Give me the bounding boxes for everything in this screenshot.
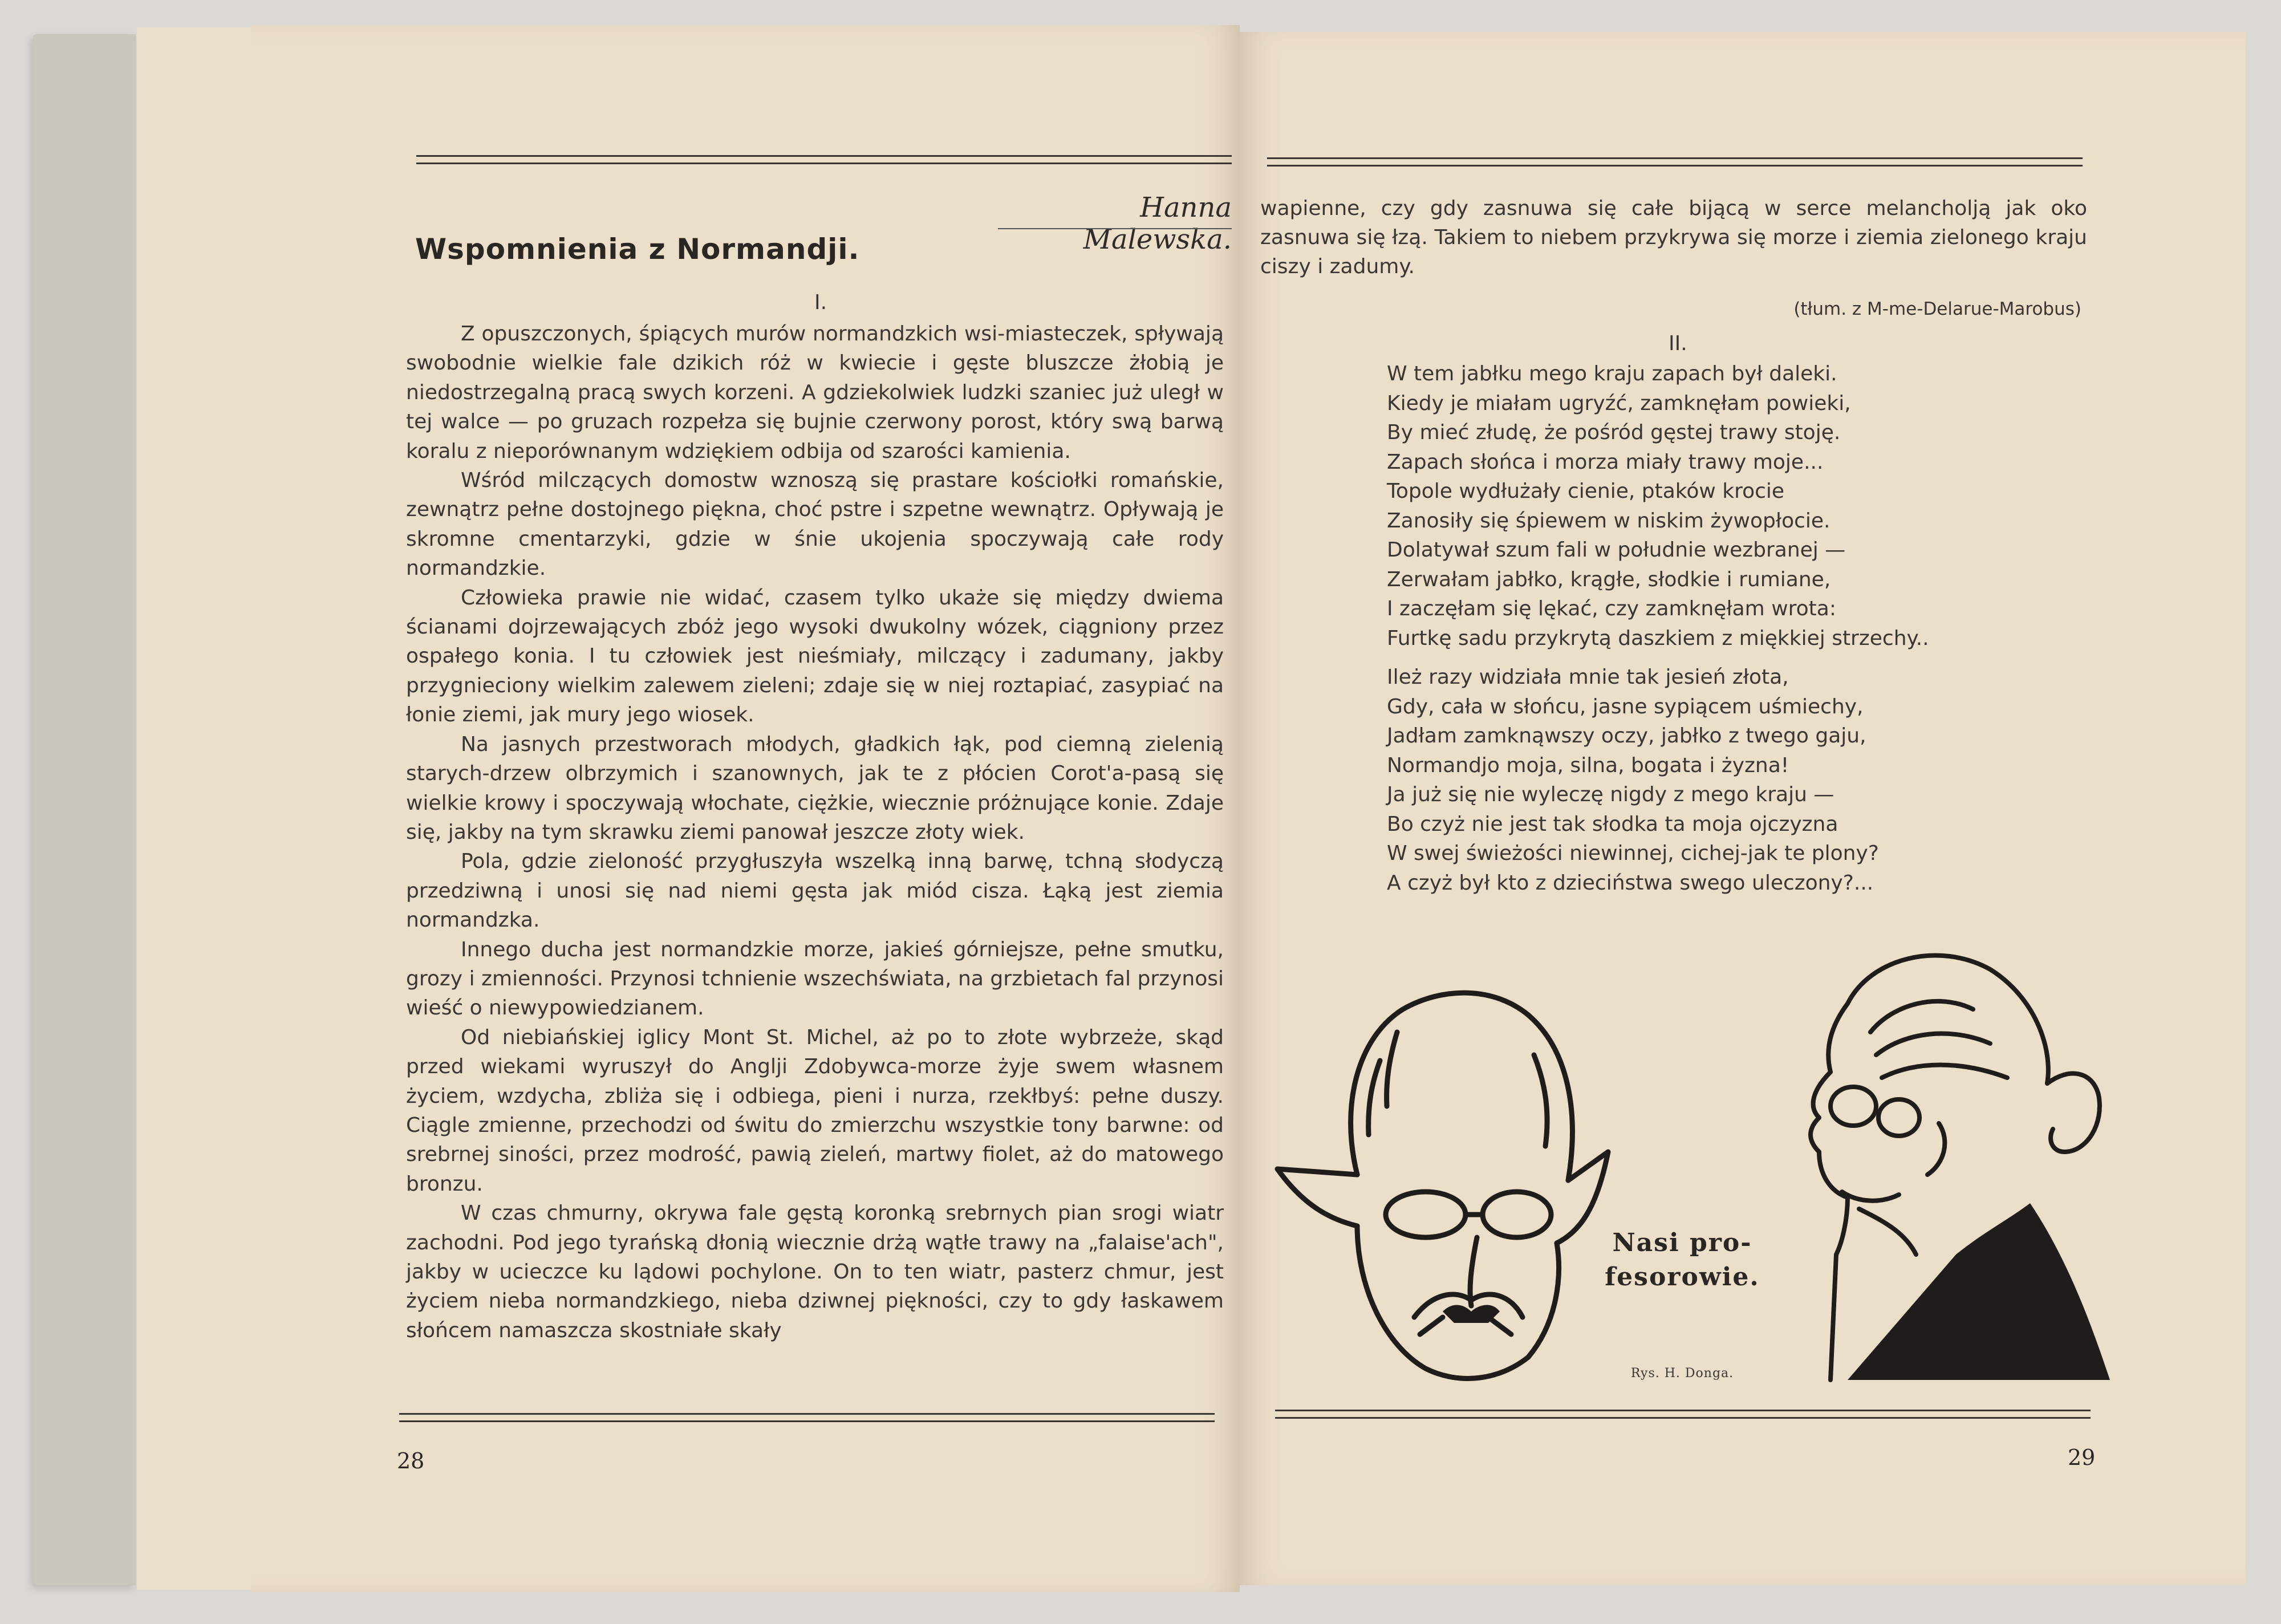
poem-line: Ileż razy widziała mnie tak jesień złota, (1387, 665, 1789, 689)
page-edge (235, 27, 253, 1590)
author-underline (998, 228, 1232, 229)
page-edge (137, 27, 158, 1590)
caricature-profile-professor (1768, 935, 2110, 1391)
article-author: Hanna Malewska. (1083, 192, 1232, 255)
paragraph: Z opuszczonych, śpiących murów normandzkich wsi-miasteczek, spływają swobodnie wielkie fale dzikich róż w kwiecie i gęste bluszcze żłobią je niedostrzegalną pracą swych korzeni. A gdziekolwiek ludzki szaniec już uległ w tej walce — po gruzach rozpełza się bujnie czerwony porost, który swą barwą koralu z nieporównanym wdziękiem odbija od szarości kamienia. (406, 322, 1224, 463)
page-edge (216, 27, 236, 1590)
poem-line: Furtkę sadu przykrytą daszkiem z miękkiej strzechy.. (1387, 626, 1929, 650)
illustration-caption (1585, 1226, 1779, 1294)
poem-line: Gdy, cała w słońcu, jasne sypiącem uśmiechy, (1387, 695, 1864, 718)
section-numeral-1: I. (814, 291, 827, 314)
poem-line: Zapach słońca i morza miały trawy moje... (1387, 450, 1824, 474)
article-body (406, 319, 1224, 1345)
poem-line: Bo czyż nie jest tak słodka ta moja ojczyzna (1387, 812, 1838, 836)
paragraph: Człowieka prawie nie widać, czasem tylko ukaże się między dwiema ścianami dojrzewających zbóż jego wysoki dwukolny wózek, ciągniony przez ospałego konia. I tu człowiek jest nieśmiały, milczący i zadumany, jakby przygnieciony wielkim zalewem zieleni; zdaje się w niej roztapiać, zasypiać na łonie ziemi, jak mury jego wiosek. (406, 586, 1224, 727)
header-rule-right (1267, 157, 2083, 167)
paragraph: Wśród milczących domostw wznoszą się prastare kościołki romańskie, zewnątrz pełne dostojnego piękna, choć pstre i szpetne wewnątrz. Opływają je skromne cmentarzyki, gdzie w śnie ukojenia spoczywają całe rody normandzkie. (406, 469, 1224, 580)
caricature-bald-professor (1272, 969, 1625, 1391)
paragraph: Na jasnych przestworach młodych, gładkich łąk, pod ciemną zielenią starych-drzew olbrzymich i szanownych, jak te z płócien Corot'a-pasą się wielkie krowy i spoczywają włochate, ciężkie, wiecznie próżnujące konie. Zdaje się, jakby na tym skrawku ziemi panował jeszcze złoty wiek. (406, 732, 1224, 844)
poem-line: Jadłam zamknąwszy oczy, jabłko z twego gaju, (1387, 724, 1866, 748)
header-rule-left (416, 155, 1232, 164)
poem-line: Normandjo moja, silna, bogata i żyzna! (1387, 753, 1789, 777)
paragraph: Pola, gdzie zieloność przygłuszyła wszelką inną barwę, tchną słodyczą przedziwną i unosi się nad niemi gęsta jak miód cisza. Łąką jest ziemia normandzka. (406, 850, 1224, 932)
continuation-paragraph: wapienne, czy gdy zasnuwa się całe bijącą w serce melancholją jak oko zasnuwa się łzą. Takiem to niebem przykrywa się morze i ziemia zielonego kraju ciszy i zadumy. (1260, 197, 2087, 278)
poem-line: Ja już się nie wyleczę nigdy z mego kraju — (1387, 783, 1834, 806)
page-number-left: 28 (397, 1448, 425, 1473)
poem-line: W swej świeżości niewinnej, cichej-jak te plony? (1387, 842, 1879, 865)
footer-rule-right (1275, 1410, 2091, 1419)
page-edge (157, 27, 177, 1590)
caption-line: Nasi pro- (1612, 1228, 1752, 1257)
page-edge (196, 27, 216, 1590)
article-continuation (1260, 194, 2087, 281)
poem-line: Zerwałam jabłko, krągłe, słodkie i rumiane, (1387, 567, 1831, 591)
poem-line: Zanosiły się śpiewem w niskim żywopłocie. (1387, 509, 1831, 533)
poem-line: I zaczęłam się lękać, czy zamknęłam wrota: (1387, 597, 1836, 620)
poem-line: Dolatywał szum fali w południe wezbranej — (1387, 538, 1846, 562)
poem-stanza-1 (1387, 359, 2128, 653)
section-numeral-2: II. (1669, 332, 1687, 355)
footer-rule-left (399, 1413, 1215, 1422)
book-cover-edge (33, 34, 136, 1585)
poem-line: Kiedy je miałam ugryźć, zamknęłam powieki, (1387, 391, 1851, 415)
illustration-credit: Rys. H. Donga. (1630, 1366, 1734, 1381)
page-edge (177, 27, 197, 1590)
poem-stanza-2 (1387, 663, 2128, 898)
article-title: Wspomnienia z Normandji. (415, 233, 860, 266)
poem-line: W tem jabłku mego kraju zapach był daleki. (1387, 362, 1837, 385)
page-number-right: 29 (2068, 1445, 2096, 1470)
poem-line: Topole wydłużały cienie, ptaków krocie (1387, 480, 1785, 503)
poem-line: A czyż był kto z dzieciństwa swego uleczony?... (1387, 871, 1874, 895)
caption-line: fesorowie. (1605, 1262, 1760, 1292)
paragraph: W czas chmurny, okrywa fale gęstą koronką srebrnych pian srogi wiatr zachodni. Pod jego tyrańską dłonią wiecznie drżą wątłe trawy na „falaise'ach", jakby w ucieczce ku lądowi pochylone. On to ten wiatr, pasterz chmur, jest życiem nieba normandzkiego, nieba dziwnej piękności, czy to gdy łaskawem słońcem namaszcza skostniałe skały (406, 1201, 1224, 1342)
paragraph: Innego ducha jest normandzkie morze, jakieś górniejsze, pełne smutku, grozy i zmienności. Przynosi tchnienie wszechświata, na grzbietach fal przynosi wieść o niewypowiedzianem. (406, 937, 1224, 1020)
translator-credit: (tłum. z M-me-Delarue-Marobus) (1793, 299, 2081, 319)
paragraph: Od niebiańskiej iglicy Mont St. Michel, aż po to złote wybrzeże, skąd przed wiekami wyruszył do Anglji Zdobywca-morze żyje swem własnem życiem, wzdycha, zbliża się i odbiega, pieni i nurza, rzekłbyś: pełne duszy. Ciągle zmienne, przechodzi od świtu do zmierzchu wszystkie tony barwne: od srebrnej siności, przez modrość, pawią zieleń, martwy fiolet, aż do matowego bronzu. (406, 1025, 1224, 1196)
poem-line: By mieć złudę, że pośród gęstej trawy stoję. (1387, 421, 1841, 444)
